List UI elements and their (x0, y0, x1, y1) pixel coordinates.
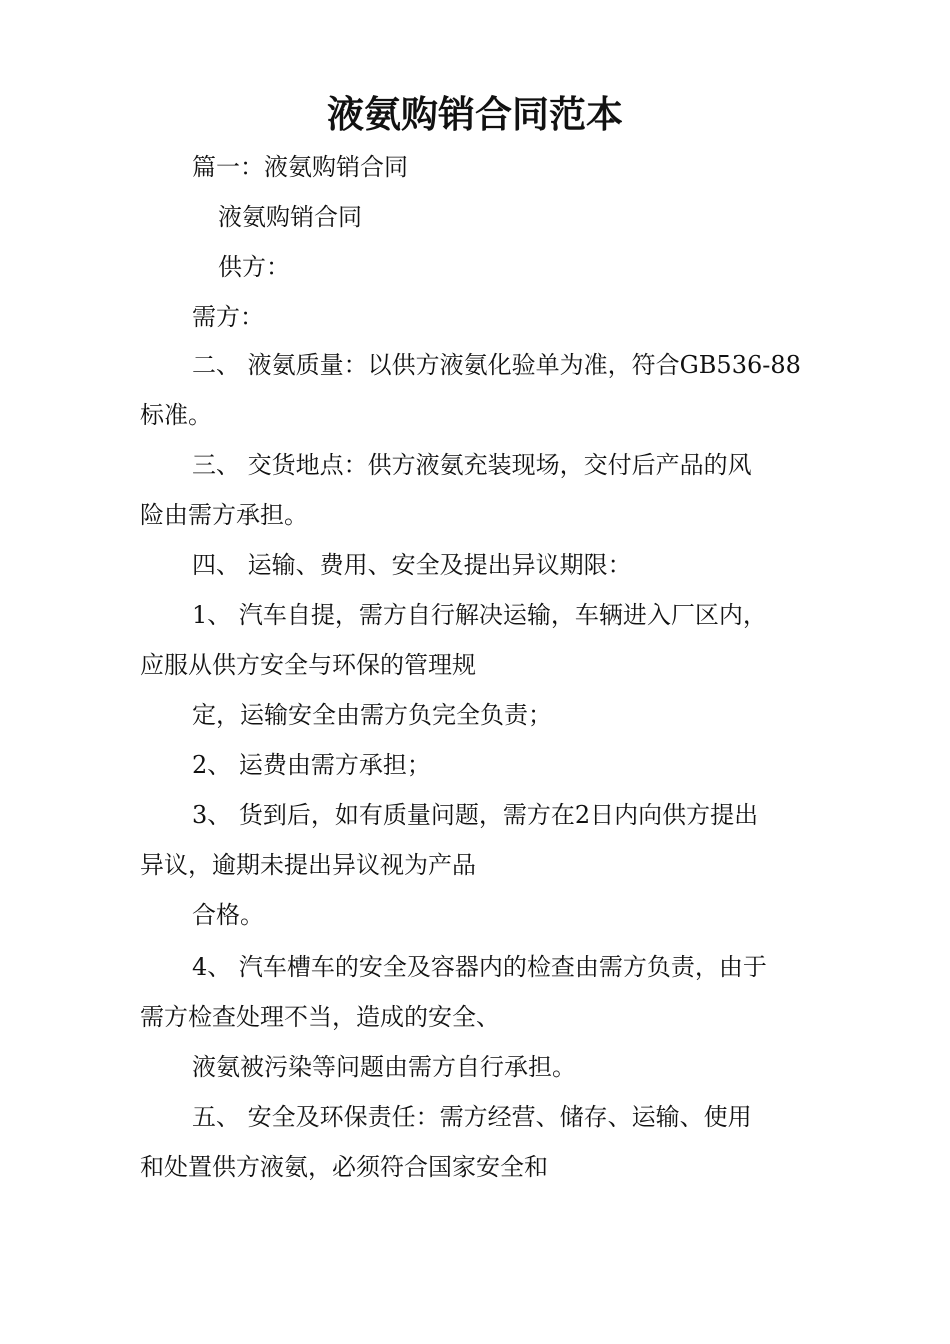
clause-5-line-1: 五、 安全及环保责任：需方经营、储存、运输、使用 (192, 1103, 752, 1131)
clause-3-line-2: 险由需方承担。 (140, 501, 308, 529)
clause-3-line-1: 三、 交货地点：供方液氨充装现场，交付后产品的风 (192, 451, 752, 479)
clause-2-line-2: 标准。 (140, 401, 212, 429)
item-1-line-1: 1、 汽车自提，需方自行解决运输，车辆进入厂区内， (192, 601, 767, 629)
item-1-line-3: 定，运输安全由需方负完全负责； (192, 701, 552, 729)
item-3-line-3: 合格。 (192, 901, 264, 929)
supplier-label: 供方： (218, 253, 290, 281)
item-3-line-2: 异议，逾期未提出异议视为产品 (140, 851, 476, 879)
item-4-line-2: 需方检查处理不当，造成的安全、 (140, 1003, 500, 1031)
clause-4-heading: 四、 运输、费用、安全及提出异议期限： (192, 551, 632, 579)
document-title: 液氨购销合同范本 (327, 92, 623, 136)
clause-5-line-2: 和处置供方液氨，必须符合国家安全和 (140, 1153, 548, 1181)
section-heading: 篇一：液氨购销合同 (192, 153, 408, 181)
item-4-line-1: 4、 汽车槽车的安全及容器内的检查由需方负责，由于 (192, 953, 767, 981)
item-4-line-3: 液氨被污染等问题由需方自行承担。 (192, 1053, 576, 1081)
item-1-line-2: 应服从供方安全与环保的管理规 (140, 651, 476, 679)
item-2: 2、 运费由需方承担； (192, 751, 431, 779)
clause-2-line-1: 二、 液氨质量：以供方液氨化验单为准，符合GB536-88 (192, 351, 801, 379)
contract-name: 液氨购销合同 (218, 203, 362, 231)
item-3-line-1: 3、 货到后，如有质量问题，需方在2日内向供方提出 (192, 801, 759, 829)
buyer-label: 需方： (192, 303, 264, 331)
